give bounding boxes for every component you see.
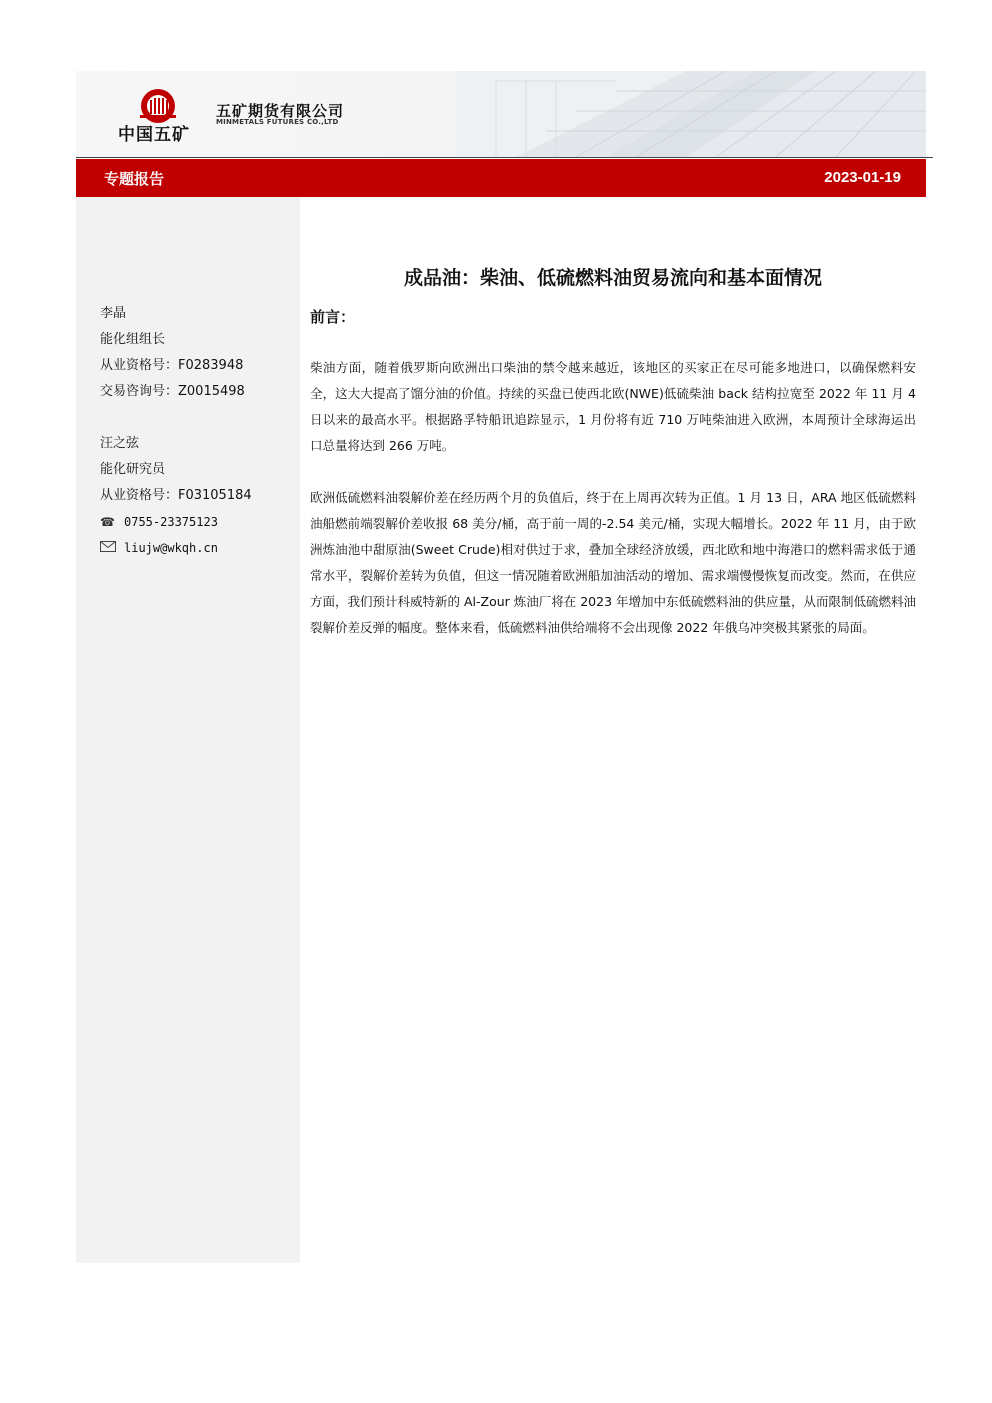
building-glass-decoration [456, 71, 926, 157]
envelope-icon [100, 535, 118, 561]
header-divider [76, 157, 933, 158]
author-sidebar [76, 197, 300, 1263]
author-phone-row [100, 509, 252, 535]
author-role: 能化组组长 [100, 332, 166, 347]
article-paragraph: 欧洲低硫燃料油裂解价差在经历两个月的负值后，终于在上周再次转为正值。1 月 13 日，ARA 地区低硫燃料油船燃前端裂解价差收报 68 美分/桶，高于前一周的-2.54 美元/桶，实现大幅增长。2022 年 11 月，由于欧洲炼油池中甜原油(Sweet Crude)相对供过于求，叠加全球经济放缓，西北欧和地中海港口的燃料需求低于通常水平，裂解价差转为负值，但这一情况随着欧洲船加油活动的增加、需求端慢慢恢复而改变。然而，在供应方面，我们预计科威特新的 Al-Zour 炼油厂将在 2023 年增加中东低硫燃料油的供应量，从而限制低硫燃料油裂解价差反弹的幅度。整体来看，低硫燃料油供给端将不会出现像 2022 年俄乌冲突极其紧张的局面。 [310, 490, 917, 635]
company-name-en: MINMETALS FUTURES CO.,LTD [216, 118, 339, 126]
header-banner [76, 71, 926, 157]
report-type-bar [76, 159, 926, 197]
article-paragraph: 柴油方面，随着俄罗斯向欧洲出口柴油的禁令越来越近，该地区的买家正在尽可能多地进口，以确保燃料安全，这大大提高了馏分油的价值。持续的买盘已使西北欧(NWE)低硫柴油 back 结构拉宽至 2022 年 11 月 4 日以来的最高水平。根据路孚特船讯追踪显示，1 月份将有近 710 万吨柴油进入欧洲，本周预计全球海运出口总量将达到 266 万吨。 [310, 360, 916, 453]
author-email[interactable]: liujw@wkqh.cn [124, 541, 218, 555]
company-name-cn: 五矿期货有限公司 [216, 102, 345, 120]
preface-heading: 前言： [310, 308, 356, 326]
author-qualification: 从业资格号：F03105184 [100, 488, 252, 503]
author-card [100, 301, 245, 405]
report-date: 2023-01-19 [824, 169, 901, 186]
author-name: 汪之弦 [100, 436, 140, 451]
report-type-label: 专题报告 [104, 170, 165, 188]
author-consulting-number: 交易咨询号：Z0015498 [100, 384, 245, 399]
author-name: 李晶 [100, 306, 127, 321]
phone-icon: ☎ [100, 515, 115, 529]
author-qualification: 从业资格号：F0283948 [100, 358, 244, 373]
logo-text: 中国五矿 [118, 125, 190, 145]
author-role: 能化研究员 [100, 462, 166, 477]
author-email-row [100, 535, 252, 561]
article-title: 成品油：柴油、低硫燃料油贸易流向和基本面情况 [403, 267, 822, 289]
author-card [100, 431, 252, 561]
author-phone: 0755-23375123 [124, 515, 218, 529]
